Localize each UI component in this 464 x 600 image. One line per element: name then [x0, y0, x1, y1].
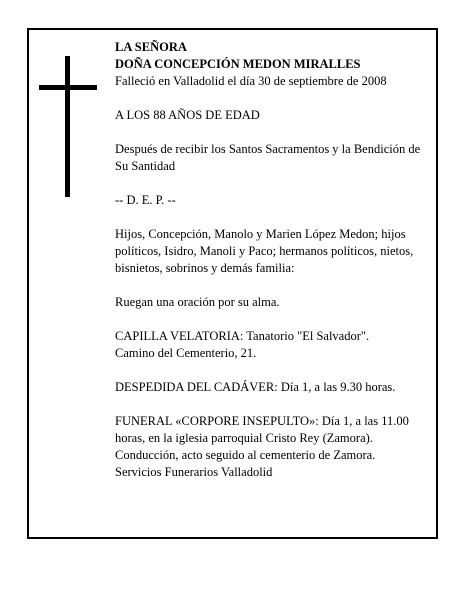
deceased-name: DOÑA CONCEPCIÓN MEDON MIRALLES: [115, 57, 361, 71]
chapel-line-1: CAPILLA VELATORIA: Tanatorio "El Salvador".: [115, 329, 370, 343]
obituary-text: [115, 39, 433, 481]
funeral-line: FUNERAL «CORPORE INSEPULTO»: Día 1, a las 11.00 horas, en la iglesia parroquial Cristo Rey (Zamora). Conducción, acto seguido al cementerio de Zamora.: [115, 414, 409, 462]
services-line: Servicios Funerarios Valladolid: [115, 465, 273, 479]
sacraments-line: Después de recibir los Santos Sacramentos y la Bendición de Su Santidad: [115, 142, 421, 173]
cross-icon: [65, 56, 70, 197]
death-notice: Falleció en Valladolid el día 30 de septiembre de 2008: [115, 74, 387, 88]
chapel-line-2: Camino del Cementerio, 21.: [115, 346, 257, 360]
heading-line-1: LA SEÑORA: [115, 40, 187, 54]
prayer-line: Ruegan una oración por su alma.: [115, 295, 280, 309]
farewell-line: DESPEDIDA DEL CADÁVER: Día 1, a las 9.30 horas.: [115, 380, 396, 394]
family-line: Hijos, Concepción, Manolo y Marien López Medon; hijos políticos, Isidro, Manoli y Paco; hermanos políticos, nietos, bisnietos, sobrinos y demás familia:: [115, 227, 414, 275]
age-line: A LOS 88 AÑOS DE EDAD: [115, 108, 260, 122]
rip-line: -- D. E. P. --: [115, 193, 176, 207]
cross-icon-bar: [39, 85, 97, 90]
